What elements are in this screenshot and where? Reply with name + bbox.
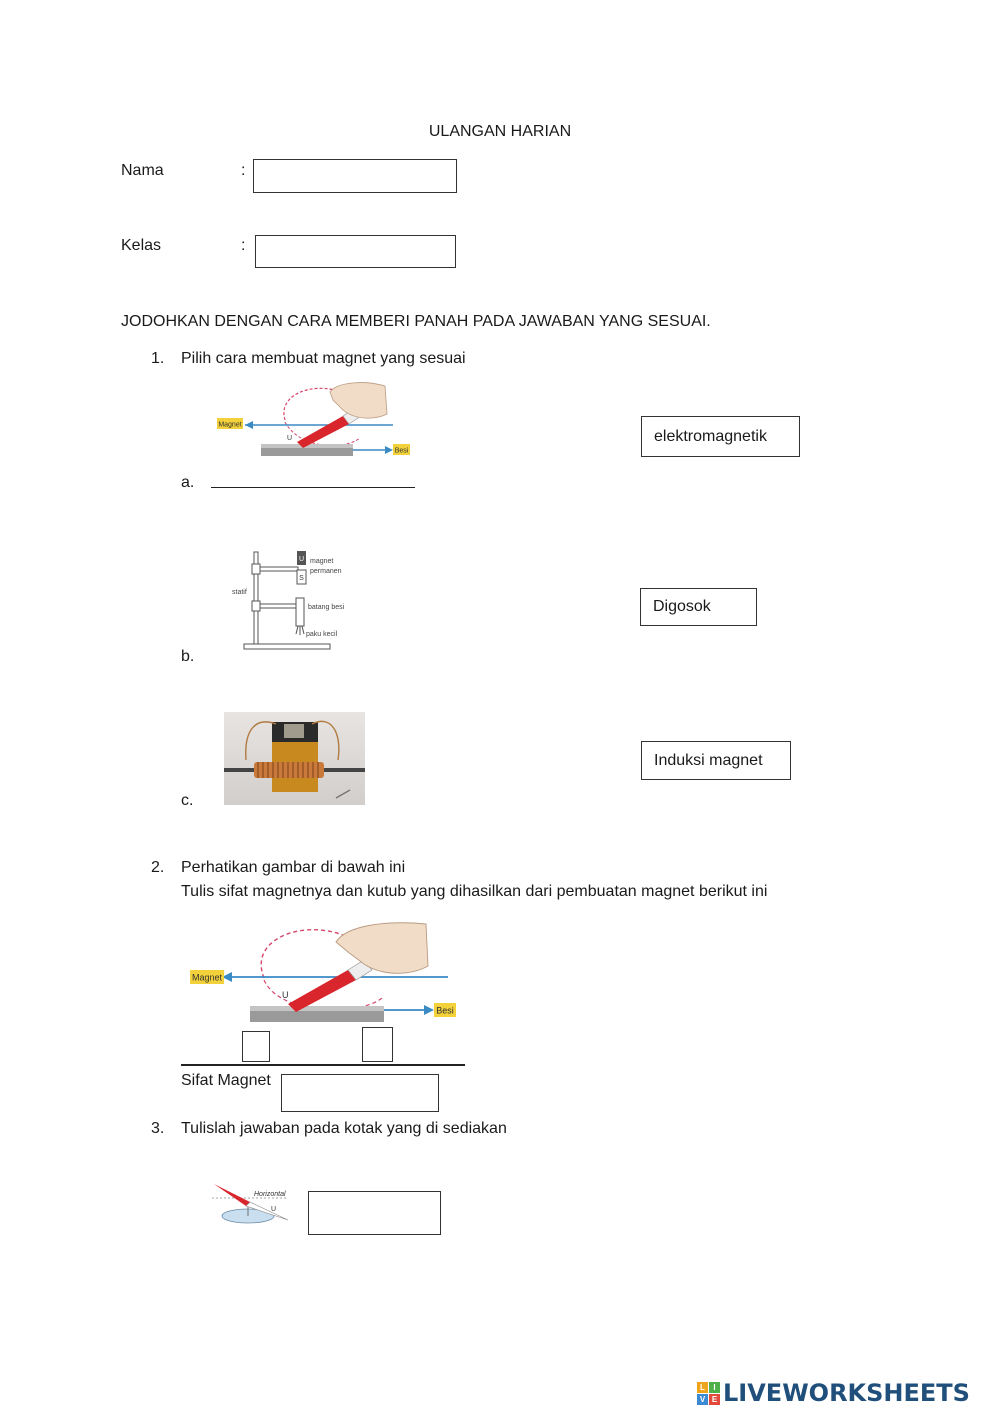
sifat-magnet-label: Sifat Magnet [181,1072,271,1089]
page-title: ULANGAN HARIAN [428,123,572,140]
q1-item-a-letter: a. [181,474,195,491]
kelas-input[interactable] [255,235,456,268]
nama-colon: : [241,162,246,179]
q1-item-c-letter: c. [181,792,194,809]
svg-text:Besi: Besi [436,1005,454,1016]
liveworksheets-mark-icon [697,1382,720,1405]
instruction: JODOHKAN DENGAN CARA MEMBERI PANAH PADA JAWABAN YANG SESUAI. [121,313,711,330]
svg-text:U: U [271,1206,277,1213]
svg-text:U: U [298,556,305,563]
q2-number: 2. [151,859,165,876]
svg-text:Magnet: Magnet [218,421,242,429]
rubbing-magnet-image-a [215,378,415,460]
induction-setup-image-b [228,548,358,652]
svg-text:U: U [282,990,289,1000]
q1-item-a-blank-line [211,487,415,488]
svg-text:paku kecil: paku kecil [306,631,338,638]
pole-input-left[interactable] [242,1031,270,1062]
liveworksheets-logo [697,1378,970,1408]
kelas-label: Kelas [121,237,162,254]
svg-text:S: S [299,575,304,582]
svg-text:Magnet: Magnet [191,972,223,983]
svg-text:batang besi: batang besi [308,604,345,611]
answer-option-elektromagnetik[interactable]: elektromagnetik [641,416,800,457]
q1-text: Pilih cara membuat magnet yang sesuai [181,350,466,367]
nama-input[interactable] [253,159,457,193]
answer-option-digosok[interactable]: Digosok [640,588,757,626]
compass-needle-image [208,1178,294,1228]
svg-text:magnet: magnet [310,558,334,565]
rubbing-magnet-image-q2 [188,920,460,1024]
answer-option-induksi-magnet[interactable]: Induksi magnet [641,741,791,780]
q3-number: 3. [151,1120,165,1137]
sifat-magnet-input[interactable] [281,1074,439,1112]
logo-letter-v: V [697,1394,708,1405]
electromagnet-photo-image-c [224,712,365,805]
q1-item-b-letter: b. [181,648,195,665]
svg-text:Besi: Besi [394,447,409,455]
kelas-colon: : [241,237,246,254]
logo-letter-l: L [697,1382,708,1393]
logo-letter-i: I [709,1382,720,1393]
q2-baseline [181,1064,465,1066]
svg-text:permanen: permanen [310,568,342,575]
liveworksheets-wordmark: LIVEWORKSHEETS [723,1379,970,1407]
q3-answer-input[interactable] [308,1191,441,1235]
logo-letter-e: E [709,1394,720,1405]
svg-text:statif: statif [232,589,247,596]
q3-text: Tulislah jawaban pada kotak yang di sediakan [181,1120,507,1137]
svg-text:U: U [287,435,293,442]
svg-text:Horizontal: Horizontal [254,1191,286,1198]
pole-input-right[interactable] [362,1027,393,1062]
q1-number: 1. [151,350,165,367]
q2-line2: Tulis sifat magnetnya dan kutub yang dihasilkan dari pembuatan magnet berikut ini [181,883,768,900]
q2-line1: Perhatikan gambar di bawah ini [181,859,406,876]
nama-label: Nama [121,162,164,179]
